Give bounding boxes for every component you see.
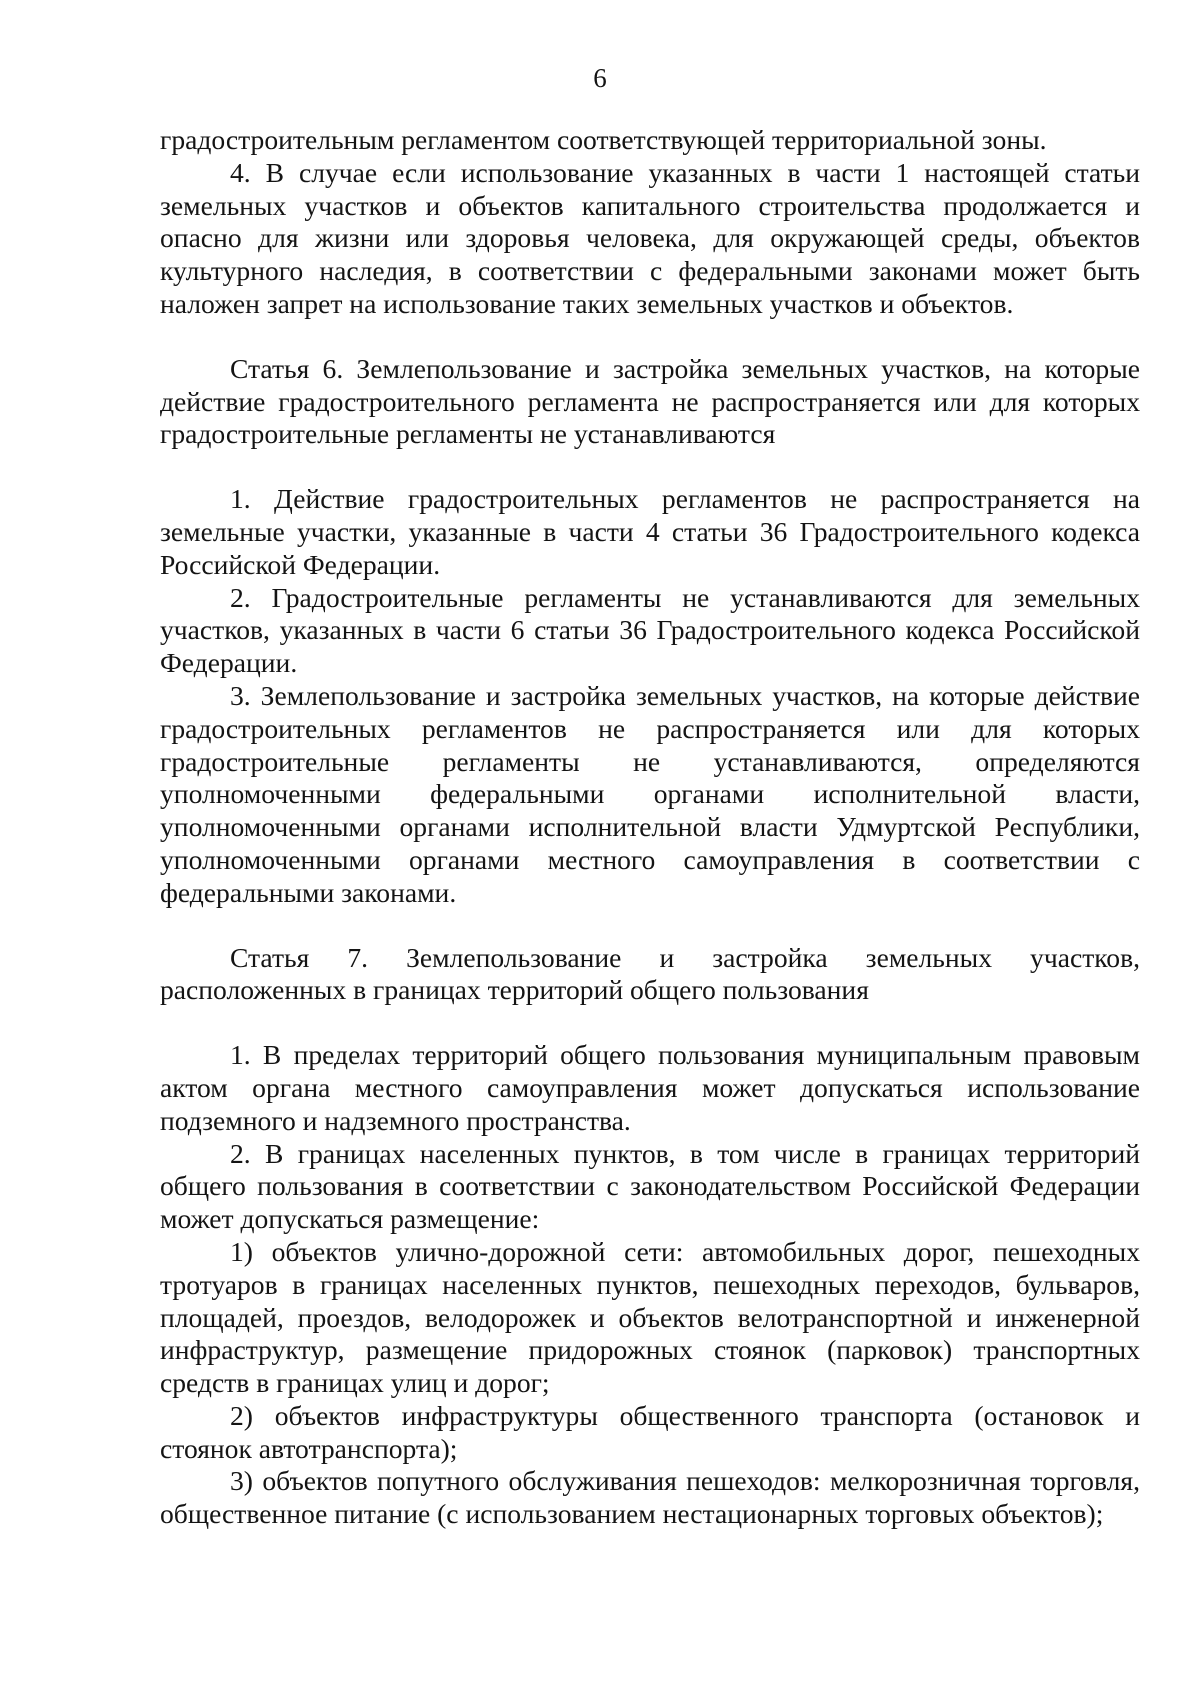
- article7-subitem-2: 2) объектов инфраструктуры общественного транспорта (остановок и стоянок автотранспорта);: [160, 1399, 1140, 1464]
- article7-heading: Статья 7. Землепользование и застройка земельных участков, расположенных в границах территорий общего пользования: [160, 941, 1140, 1006]
- article7-subitem-1: 1) объектов улично-дорожной сети: автомобильных дорог, пешеходных тротуаров в границах населенных пунктов, пешеходных переходов, бульваров, площадей, проездов, велодорожек и объектов велотранспортной и инженерной инфраструктур, размещение придорожных стоянок (парковок) транспортных средств в границах улиц и дорог;: [160, 1235, 1140, 1399]
- document-body: [160, 124, 1140, 1531]
- article7-subitem-3: 3) объектов попутного обслуживания пешеходов: мелкорозничная торговля, общественное питание (с использованием нестационарных торговых объектов);: [160, 1465, 1140, 1530]
- continuation-line: градостроительным регламентом соответствующей территориальной зоны.: [160, 124, 1047, 155]
- article6-heading: Статья 6. Землепользование и застройка земельных участков, на которые действие градостроительного регламента не распространяется или для которых градостроительные регламенты не устанавливаются: [160, 352, 1140, 450]
- article6-item-2: 2. Градостроительные регламенты не устанавливаются для земельных участков, указанных в части 6 статьи 36 Градостроительного кодекса Российской Федерации.: [160, 581, 1140, 679]
- article7-item-1: 1. В пределах территорий общего пользования муниципальным правовым актом органа местного самоуправления может допускаться использование подземного и надземного пространства.: [160, 1039, 1140, 1136]
- article6-item-3: 3. Землепользование и застройка земельных участков, на которые действие градостроительных регламентов не распространяется или для которых градостроительные регламенты не устанавливаются, определяются уполномоченными федеральными органами исполнительной власти, уполномоченными органами исполнительной власти Удмуртской Республики, уполномоченными органами местного самоуправления в соответствии с федеральными законами.: [160, 679, 1140, 908]
- page-number: 6: [593, 63, 607, 93]
- article5-item-4: 4. В случае если использование указанных в части 1 настоящей статьи земельных участков и объектов капитального строительства продолжается и опасно для жизни или здоровья человека, для окружающей среды, объектов культурного наследия, в соответствии с федеральными законами может быть наложен запрет на использование таких земельных участков и объектов.: [160, 156, 1140, 319]
- article6-item-1: 1. Действие градостроительных регламентов не распространяется на земельные участки, указанные в части 4 статьи 36 Градостроительного кодекса Российской Федерации.: [160, 483, 1140, 580]
- article7-item-2: 2. В границах населенных пунктов, в том числе в границах территорий общего пользования в соответствии с законодательством Российской Федерации может допускаться размещение:: [160, 1137, 1140, 1235]
